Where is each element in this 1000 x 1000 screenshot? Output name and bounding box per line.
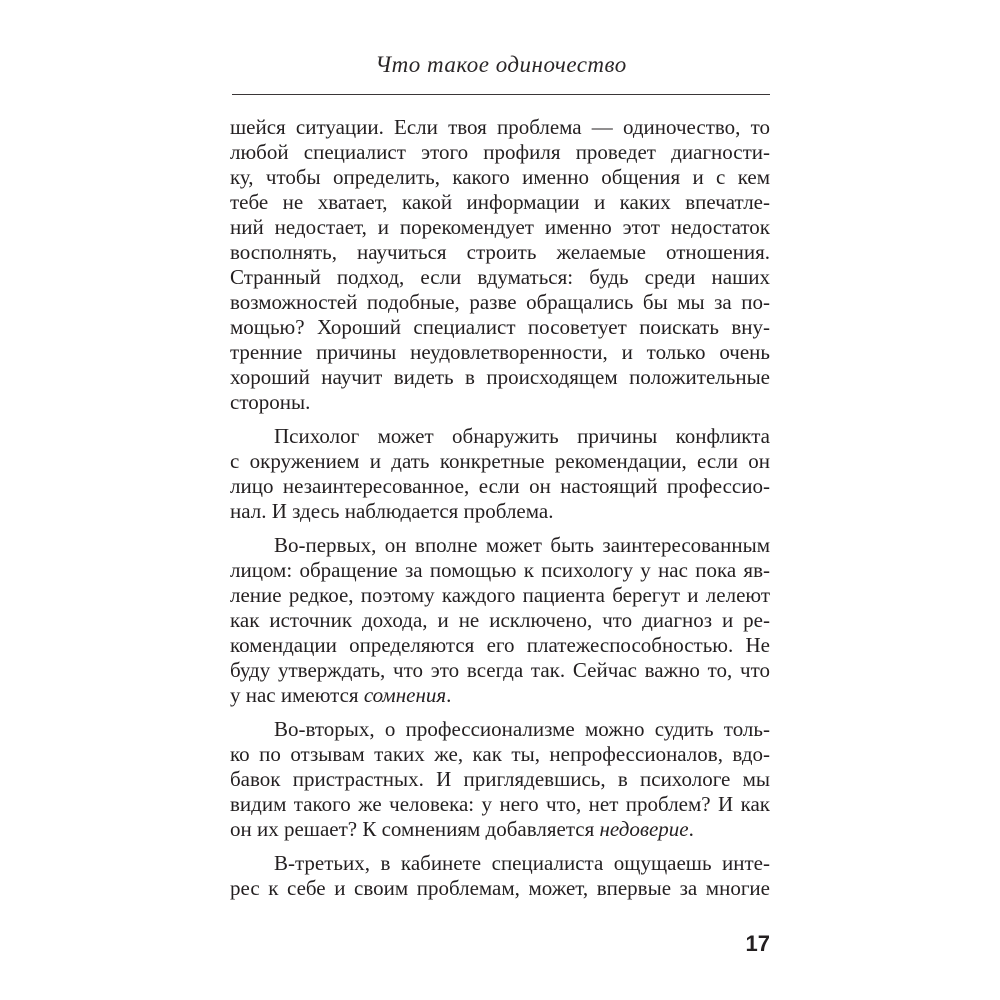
text-line xyxy=(230,140,770,165)
text-line xyxy=(230,683,770,708)
paragraph xyxy=(230,851,770,901)
text-line xyxy=(230,658,770,683)
text-line xyxy=(230,390,770,415)
text-segment: тренние причины неудовлетворенности, и только очень xyxy=(230,340,770,364)
text-line xyxy=(230,240,770,265)
running-header: Что такое одиночество xyxy=(375,52,627,77)
text-segment: хороший научит видеть в происходящем положительные xyxy=(230,365,770,389)
text-line xyxy=(230,215,770,240)
text-segment: любой специалист этого профиля проведет диагности- xyxy=(230,140,770,164)
text-line xyxy=(230,365,770,390)
text-line xyxy=(230,315,770,340)
text-line xyxy=(230,558,770,583)
text-line xyxy=(230,633,770,658)
text-line xyxy=(230,792,770,817)
text-segment: ление редкое, поэтому каждого пациента берегут и лелеют xyxy=(230,583,770,607)
text-line xyxy=(230,449,770,474)
text-line xyxy=(230,608,770,633)
text-line xyxy=(230,742,770,767)
paragraph xyxy=(230,717,770,842)
text-line xyxy=(230,265,770,290)
text-line xyxy=(230,499,770,524)
emphasized-text: сомнения xyxy=(363,683,447,707)
text-line xyxy=(230,190,770,215)
text-line xyxy=(230,474,770,499)
text-segment: восполнять, научиться строить желаемые отношения. xyxy=(230,240,770,264)
text-segment: Во-первых, он вполне может быть заинтересованным xyxy=(274,533,770,557)
paragraph xyxy=(230,115,770,415)
page-number: 17 xyxy=(745,931,770,956)
text-segment: как источник дохода, и не исключено, что диагноз и ре- xyxy=(230,608,770,632)
text-segment: ко по отзывам таких же, как ты, непрофессионалов, вдо- xyxy=(230,742,770,766)
text-segment: тебе не хватает, какой информации и каких впечатле- xyxy=(230,190,770,214)
text-segment: с окружением и дать конкретные рекомендации, если он xyxy=(230,449,770,473)
text-line xyxy=(230,717,770,742)
text-segment: ку, чтобы определить, какого именно общения и с кем xyxy=(230,165,770,189)
paragraph xyxy=(230,533,770,708)
text-segment: Странный подход, если вдуматься: будь среди наших xyxy=(230,265,770,289)
text-segment: возможностей подобные, разве обращались бы мы за по- xyxy=(230,290,770,314)
text-segment: бавок пристрастных. И приглядевшись, в психологе мы xyxy=(230,767,770,791)
text-line xyxy=(230,115,770,140)
text-segment: мощью? Хороший специалист посоветует поискать вну- xyxy=(230,315,770,339)
text-line xyxy=(230,767,770,792)
text-segment: он их решает? К сомнениям добавляется xyxy=(230,817,600,841)
text-segment: комендации определяются его платежеспособностью. Не xyxy=(230,633,770,657)
text-segment: буду утверждать, что это всегда так. Сейчас важно то, что xyxy=(230,658,770,682)
text-line xyxy=(230,817,770,842)
text-line xyxy=(230,583,770,608)
text-segment: стороны. xyxy=(230,390,311,414)
text-segment: лицом: обращение за помощью к психологу у нас пока яв- xyxy=(230,558,770,582)
text-segment: видим такого же человека: у него что, нет проблем? И как xyxy=(230,792,770,816)
text-line xyxy=(230,533,770,558)
text-segment: нал. И здесь наблюдается проблема. xyxy=(230,499,554,523)
header-rule xyxy=(232,94,770,95)
text-segment: рес к себе и своим проблемам, может, впервые за многие xyxy=(230,876,770,900)
page-body-text xyxy=(230,115,770,910)
text-segment: В-третьих, в кабинете специалиста ощущаешь инте- xyxy=(274,851,770,875)
text-segment: у нас имеются xyxy=(230,683,364,707)
text-line xyxy=(230,876,770,901)
text-segment: Психолог может обнаружить причины конфликта xyxy=(274,424,770,448)
text-line xyxy=(230,165,770,190)
text-segment: шейся ситуации. Если твоя проблема — одиночество, то xyxy=(230,115,770,139)
text-line xyxy=(230,290,770,315)
emphasized-text: недоверие xyxy=(599,817,689,841)
text-line xyxy=(230,424,770,449)
text-segment: лицо незаинтересованное, если он настоящий профессио- xyxy=(230,474,770,498)
text-segment: . xyxy=(446,683,452,707)
text-segment: Во-вторых, о профессионализме можно судить толь- xyxy=(274,717,770,741)
text-line xyxy=(230,340,770,365)
text-segment: ний недостает, и порекомендует именно этот недостаток xyxy=(230,215,770,239)
text-line xyxy=(230,851,770,876)
paragraph xyxy=(230,424,770,524)
text-segment: . xyxy=(688,817,694,841)
